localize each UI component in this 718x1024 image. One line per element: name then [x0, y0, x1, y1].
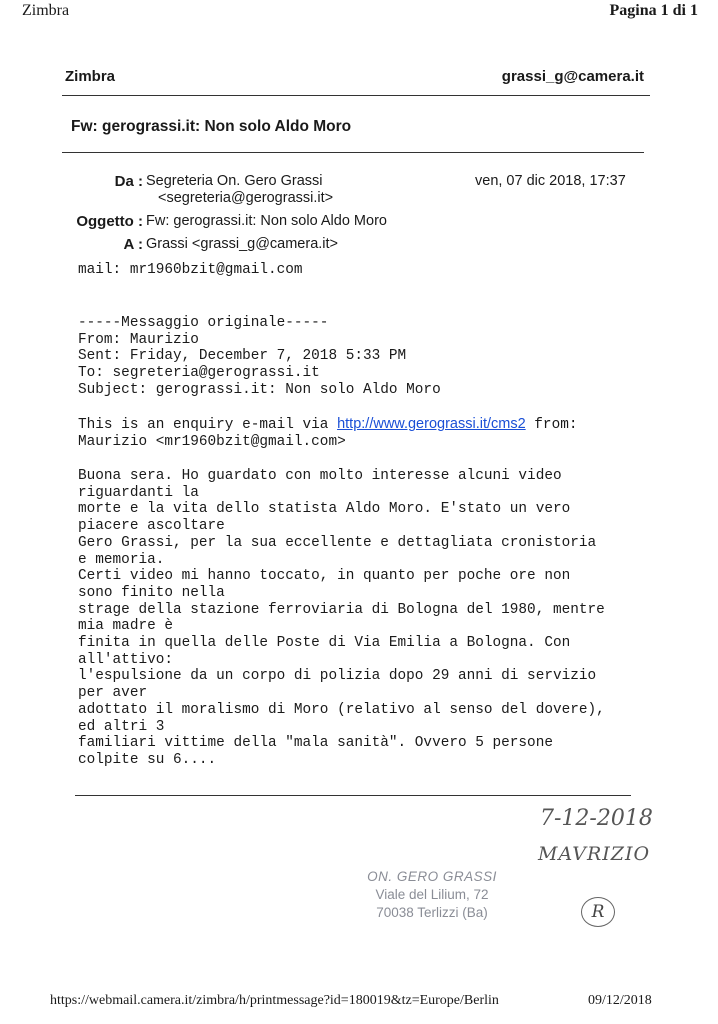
message-line: colpite su 6.... [78, 751, 217, 768]
print-footer-date: 09/12/2018 [588, 993, 652, 1008]
print-header-page: Pagina 1 di 1 [609, 2, 698, 19]
message-line: finita in quella delle Poste di Via Emilia a Bologna. Con [78, 635, 571, 652]
mail-line: mail: mr1960bzit@gmail.com [78, 262, 303, 278]
message-date: ven, 07 dic 2018, 17:37 [475, 173, 626, 189]
message-line: sono finito nella [78, 584, 225, 601]
message-line: Certi video mi hanno toccato, in quanto per poche ore non [78, 568, 571, 585]
original-message-block [78, 315, 441, 399]
enquiry-sender: Maurizio <mr1960bzit@gmail.com> [78, 433, 346, 450]
handwritten-mark: R [591, 902, 605, 922]
enquiry-block [78, 416, 577, 450]
mail-header-app: Zimbra [65, 68, 116, 85]
original-line: To: segreteria@gerograssi.it [78, 365, 320, 382]
to-label: A : [123, 236, 143, 253]
message-line: ed altri 3 [78, 718, 165, 735]
handwritten-date: 7-12-2018 [540, 806, 653, 831]
original-line: Sent: Friday, December 7, 2018 5:33 PM [78, 348, 407, 365]
mail-header-account: grassi_g@camera.it [501, 68, 644, 85]
original-line: Subject: gerograssi.it: Non solo Aldo Moro [78, 381, 441, 398]
message-line: strage della stazione ferroviaria di Bologna del 1980, mentre [78, 601, 605, 618]
message-line: morte e la vita dello statista Aldo Moro. E'stato un vero [78, 501, 571, 518]
body-divider [75, 795, 631, 796]
handwritten-mark-circle [581, 897, 615, 927]
message-line: Gero Grassi, per la sua eccellente e dettagliata cronistoria [78, 534, 597, 551]
print-footer-url: https://webmail.camera.it/zimbra/h/printmessage?id=180019&tz=Europe/Berlin [50, 993, 499, 1008]
subject-divider [62, 152, 644, 153]
enquiry-prefix: This is an enquiry e-mail via [78, 417, 338, 433]
subject-label: Oggetto : [76, 213, 143, 230]
enquiry-link[interactable]: http://www.gerograssi.it/cms2 [337, 416, 526, 432]
enquiry-line [78, 416, 577, 434]
message-line: e memoria. [78, 551, 165, 568]
print-header-app: Zimbra [22, 2, 70, 19]
stamp-name: ON. GERO GRASSI [367, 869, 497, 884]
message-line: all'attivo: [78, 651, 173, 668]
message-line: riguardanti la [78, 484, 199, 501]
stamp-city: 70038 Terlizzi (Ba) [376, 905, 488, 920]
message-line: Buona sera. Ho guardato con molto interesse alcuni video [78, 468, 562, 484]
from-email: <segreteria@gerograssi.it> [158, 190, 334, 206]
message-line: mia madre è [78, 618, 173, 635]
address-stamp [362, 868, 502, 922]
message-line: piacere ascoltare [78, 518, 225, 535]
message-body [78, 468, 605, 769]
enquiry-suffix: from: [525, 417, 578, 433]
from-label: Da : [114, 173, 143, 190]
message-line: adottato il moralismo di Moro (relativo al senso del dovere), [78, 701, 605, 718]
original-line: -----Messaggio originale----- [78, 315, 329, 331]
from-name: Segreteria On. Gero Grassi [146, 173, 323, 189]
stamp-street: Viale del Lilium, 72 [375, 887, 489, 902]
message-line: familiari vittime della "mala sanità". Ovvero 5 persone [78, 735, 553, 752]
message-line: l'espulsione da un corpo di polizia dopo 29 anni di servizio [78, 668, 597, 685]
to-value: Grassi <grassi_g@camera.it> [146, 236, 339, 252]
original-line: From: Maurizio [78, 331, 199, 348]
handwritten-name: MAVRIZIO [538, 843, 651, 865]
subject-title: Fw: gerograssi.it: Non solo Aldo Moro [71, 118, 352, 135]
header-divider [62, 95, 650, 96]
message-line: per aver [78, 685, 148, 702]
subject-value: Fw: gerograssi.it: Non solo Aldo Moro [146, 213, 387, 229]
